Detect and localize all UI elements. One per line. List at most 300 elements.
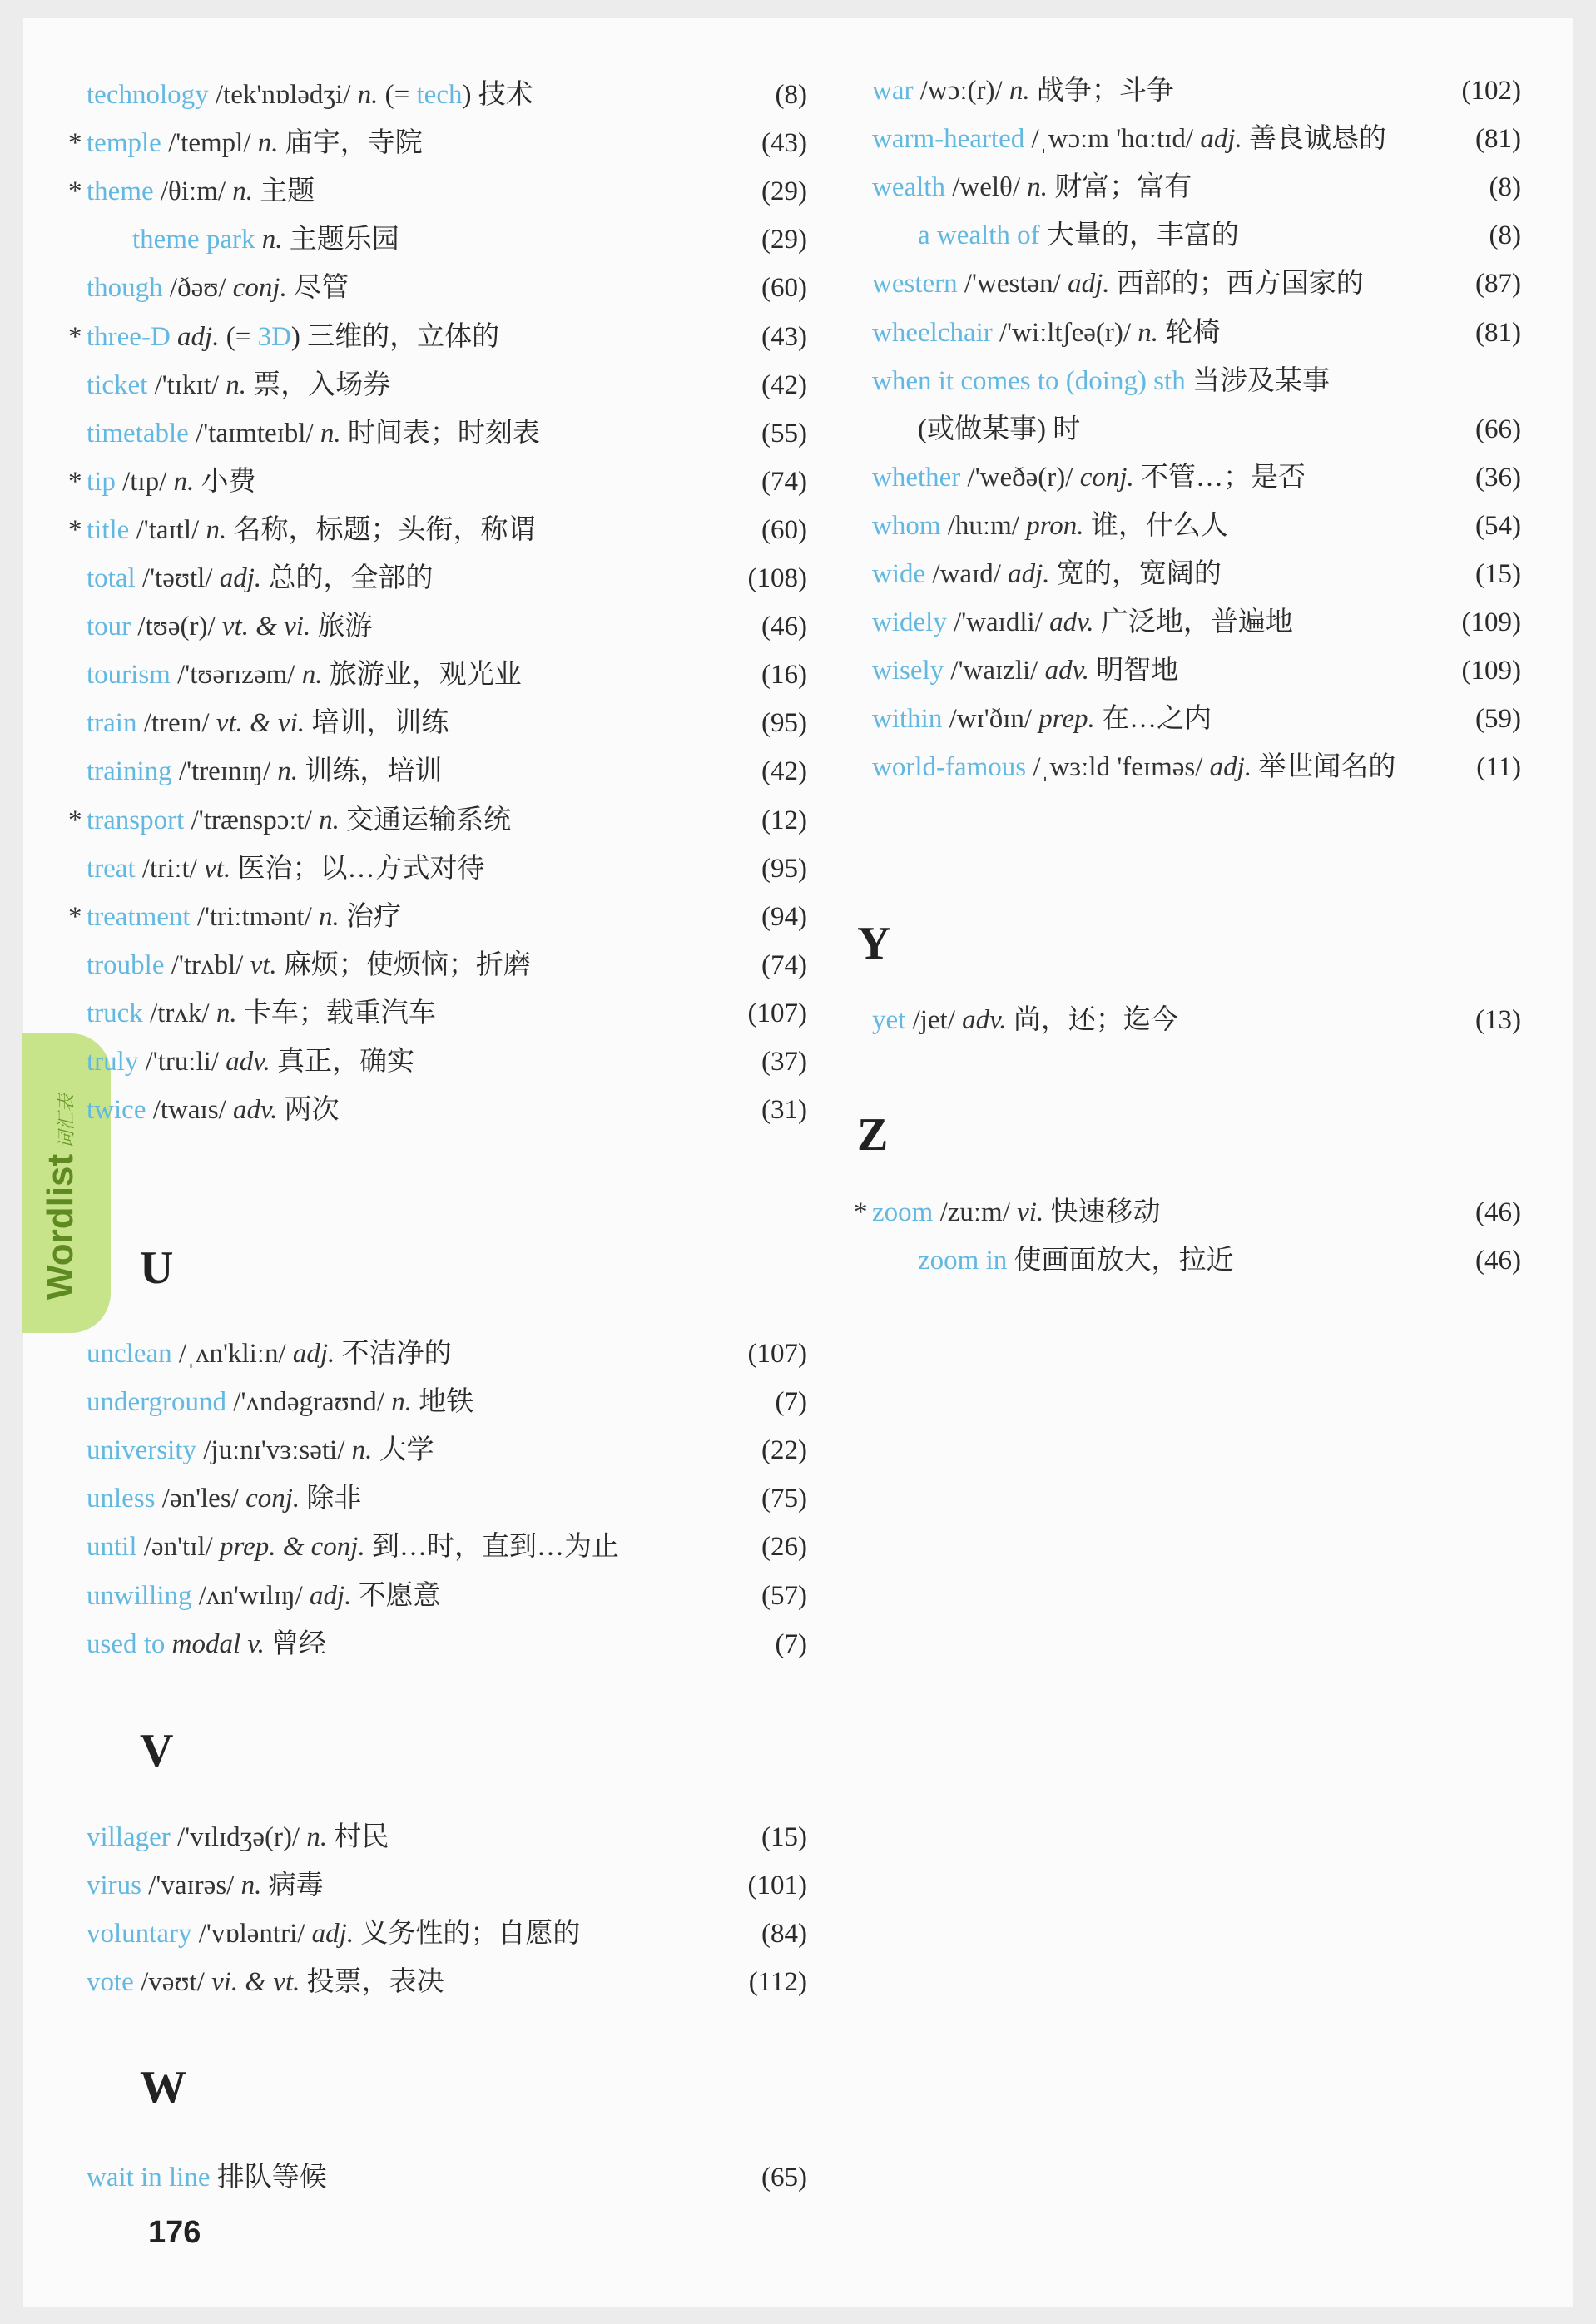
part-of-speech: vi. & vt. [211, 1967, 300, 1998]
headword-alt: 3D [257, 321, 291, 352]
wordlist-entry [87, 1621, 807, 1667]
headword: theme park [132, 225, 255, 255]
headword: transport [87, 805, 185, 835]
phonetic: /triːt/ [135, 853, 205, 884]
definition: 票，入场券 [246, 369, 391, 400]
wordlist-side-tab-label: Wordlist词汇表 [40, 1093, 81, 1300]
definition: 使画面放大，拉近 [1014, 1246, 1234, 1276]
page-reference: (8) [775, 80, 807, 110]
page-reference: (55) [761, 418, 807, 448]
wordlist-entry [87, 603, 807, 650]
phonetic: /trʌk/ [142, 998, 216, 1028]
wordlist-entry [872, 67, 1521, 114]
star-marker: * [68, 901, 82, 932]
page-reference: (87) [1475, 269, 1521, 300]
headword: war [872, 76, 914, 106]
part-of-speech: n. [206, 514, 227, 545]
definition: 西部的；西方国家的 [1109, 269, 1364, 300]
headword: zoom [872, 1197, 934, 1227]
phonetic: /'templ/ [161, 128, 258, 159]
definition: 战争；斗争 [1029, 76, 1174, 106]
section-letter-v: V [140, 1725, 174, 1776]
wordlist-entry [87, 72, 807, 118]
page-reference: (43) [761, 321, 807, 352]
phonetic: /'təʊtl/ [135, 563, 220, 593]
definition: 旅游 [310, 612, 373, 642]
definition: 快速移动 [1043, 1197, 1161, 1227]
wordlist-entry [872, 164, 1521, 211]
page-number: 176 [148, 2215, 201, 2250]
definition: 宽的，宽阔的 [1049, 559, 1222, 589]
page-reference: (16) [761, 660, 807, 691]
phonetic [255, 225, 262, 255]
headword: a wealth of [918, 221, 1040, 251]
part-of-speech: adj. [1200, 124, 1242, 155]
wordlist-entry [918, 212, 1521, 259]
part-of-speech: adj. [219, 563, 262, 593]
definition: 训练，培训 [298, 756, 443, 787]
definition: 在…之内 [1094, 704, 1212, 735]
headword: whether [872, 462, 961, 493]
wordlist-entry [87, 1330, 807, 1377]
part-of-speech: adv. [1044, 656, 1090, 686]
wordlist-entry [87, 1524, 807, 1570]
headword: though [87, 273, 163, 304]
phonetic: /'vɒləntri/ [191, 1919, 312, 1950]
page-reference: (8) [1489, 221, 1521, 251]
headword: treatment [87, 901, 191, 932]
part-of-speech: prep. [1038, 704, 1095, 735]
definition: ) 技术 [462, 80, 533, 110]
page-reference: (74) [761, 949, 807, 980]
phonetic: /treɪn/ [136, 708, 216, 739]
definition: 大学 [372, 1435, 434, 1466]
part-of-speech: adj. [1209, 752, 1252, 783]
phonetic: /huːm/ [940, 510, 1027, 541]
part-of-speech: n. [319, 805, 340, 835]
phonetic: /waɪd/ [925, 559, 1009, 589]
wordlist-entry [87, 1959, 807, 2005]
part-of-speech: n. [277, 756, 299, 787]
headword: warm-hearted [872, 124, 1025, 155]
phonetic: /'westən/ [957, 269, 1068, 300]
star-marker: * [68, 321, 82, 352]
page-reference: (37) [761, 1047, 807, 1077]
phonetic: /twaɪs/ [146, 1095, 233, 1126]
headword: timetable [87, 418, 189, 448]
section-letter-w: W [140, 2062, 186, 2113]
part-of-speech: vi. [1017, 1197, 1044, 1227]
headword: truck [87, 998, 143, 1028]
definition: 小费 [194, 466, 256, 497]
definition: 谁，什么人 [1083, 510, 1228, 541]
wordlist-entry [68, 507, 807, 553]
phonetic: /'taɪmteɪbl/ [188, 418, 320, 448]
wordlist-entry [87, 748, 807, 795]
definition: 治疗 [339, 901, 402, 932]
wordlist-entry [87, 1427, 807, 1474]
phonetic: /juːnɪ'vɜːsəti/ [196, 1435, 352, 1466]
page-reference: (29) [761, 176, 807, 207]
part-of-speech: n. [173, 466, 195, 497]
page-reference: (112) [748, 1967, 807, 1998]
definition: 医治；以…方式对待 [230, 853, 485, 884]
wordlist-entry [872, 997, 1521, 1043]
part-of-speech: conj. [1079, 462, 1134, 493]
part-of-speech: adv. [962, 1005, 1007, 1035]
phonetic: /wɔː(r)/ [913, 76, 1009, 106]
part-of-speech: adv. [226, 1047, 270, 1077]
headword: voluntary [87, 1919, 192, 1950]
part-of-speech: n. [357, 80, 379, 110]
part-of-speech: n. [351, 1435, 373, 1466]
headword: tip [87, 466, 116, 497]
headword: vote [87, 1967, 134, 1998]
star-marker: * [68, 514, 82, 545]
wordlist-entry [918, 406, 1521, 453]
wordlist-entry [87, 1862, 807, 1909]
headword: world-famous [872, 752, 1027, 783]
wordlist-entry [87, 1475, 807, 1522]
headword: tourism [87, 660, 171, 691]
part-of-speech: n. [216, 998, 237, 1028]
definition: 广泛地，普遍地 [1093, 607, 1293, 638]
definition: 庙宇，寺院 [278, 128, 423, 159]
part-of-speech: n. [306, 1822, 328, 1852]
page-reference: (46) [1475, 1197, 1521, 1227]
part-of-speech: n. [232, 176, 254, 207]
page-reference: (107) [747, 1339, 807, 1369]
part-of-speech: vt. [250, 949, 277, 980]
page-reference: (81) [1475, 124, 1521, 155]
definition: 大量的，丰富的 [1046, 221, 1239, 251]
part-of-speech: adj. [309, 1580, 352, 1611]
page-reference: (109) [1461, 607, 1521, 638]
definition: 主题乐园 [282, 225, 399, 255]
phonetic: /'waɪdli/ [946, 607, 1050, 638]
part-of-speech: n. [391, 1387, 412, 1418]
page-reference: (57) [761, 1580, 807, 1611]
page-reference: (54) [1475, 510, 1521, 541]
star-marker: * [854, 1197, 868, 1227]
page-reference: (8) [1489, 172, 1521, 203]
definition: 当涉及某事 [1192, 365, 1330, 396]
definition: 排队等候 [216, 2163, 327, 2193]
page-reference: (15) [1475, 559, 1521, 589]
phonetic: /'taɪtl/ [129, 514, 206, 545]
phonetic: /tʊə(r)/ [131, 612, 222, 642]
definition: 投票，表决 [300, 1967, 444, 1998]
headword: trouble [87, 949, 165, 980]
headword: widely [872, 607, 947, 638]
wordlist-entry [872, 599, 1521, 646]
page-reference: (46) [1475, 1246, 1521, 1276]
definition: 曾经 [264, 1628, 327, 1659]
page-reference: (109) [1461, 656, 1521, 686]
wordlist-entry [68, 120, 807, 166]
page-reference: (15) [761, 1822, 807, 1852]
wordlist-entry [87, 555, 807, 602]
page-reference: (102) [1461, 76, 1521, 106]
headword: used to [87, 1628, 166, 1659]
wordlist-entry [918, 1237, 1521, 1284]
part-of-speech: modal v. [171, 1628, 265, 1659]
part-of-speech: n. [240, 1871, 262, 1901]
phonetic: /ʌn'wɪlɪŋ/ [191, 1580, 310, 1611]
section-letter-y: Y [857, 918, 891, 969]
part-of-speech: vt. [204, 853, 231, 884]
headword: university [87, 1435, 196, 1466]
wordlist-entry [87, 362, 807, 409]
phonetic: /'wiːltʃeə(r)/ [992, 317, 1138, 348]
wordlist-entry [872, 116, 1521, 162]
phonetic: /'weðə(r)/ [960, 462, 1080, 493]
headword: unclean [87, 1339, 172, 1369]
phonetic: /ðəʊ/ [162, 273, 233, 304]
headword: training [87, 756, 172, 787]
page-reference: (107) [747, 998, 807, 1028]
star-marker: * [68, 466, 82, 497]
definition: 明智地 [1089, 656, 1179, 686]
wordlist-entry [87, 1087, 807, 1133]
headword: wait in line [87, 2163, 211, 2193]
definition: 尽管 [286, 273, 349, 304]
part-of-speech: n. [319, 901, 340, 932]
headword: technology [87, 80, 209, 110]
part-of-speech: n. [301, 660, 323, 691]
phonetic: /'truːli/ [138, 1047, 226, 1077]
wordlist-entry [872, 696, 1521, 742]
part-of-speech: conj. [232, 273, 287, 304]
phonetic: /'triːtmənt/ [190, 901, 320, 932]
wordlist-entry [68, 314, 807, 360]
headword: when it comes to (doing) sth [872, 365, 1186, 396]
page-reference: (46) [761, 612, 807, 642]
headword: unwilling [87, 1580, 192, 1611]
definition: (或做某事) 时 [918, 414, 1081, 444]
definition: 卡车；载重汽车 [236, 998, 436, 1028]
page-reference: (81) [1475, 317, 1521, 348]
part-of-speech: n. [1138, 317, 1159, 348]
wordlist-entry [87, 410, 807, 457]
page-reference: (59) [1475, 704, 1521, 735]
definition: 义务性的；自愿的 [354, 1919, 581, 1950]
definition: 尚，还；迄今 [1006, 1005, 1178, 1035]
wordlist-page [23, 18, 1573, 2307]
phonetic [1040, 221, 1047, 250]
wordlist-entry [68, 894, 807, 940]
phonetic: /ən'tɪl/ [136, 1532, 220, 1563]
headword: underground [87, 1387, 227, 1418]
definition: 财富；富有 [1048, 172, 1192, 203]
definition: 两次 [277, 1095, 340, 1126]
page-reference: (101) [747, 1871, 807, 1901]
wordlist-entry [87, 1038, 807, 1085]
phonetic: /'waɪzli/ [944, 656, 1045, 686]
wordlist-entry [87, 1573, 807, 1619]
phonetic: /tek'nɒlədʒi/ [208, 80, 358, 110]
headword: virus [87, 1871, 141, 1901]
definition: 不愿意 [351, 1580, 441, 1611]
headword: ticket [87, 369, 148, 400]
definition: 培训，训练 [305, 708, 449, 739]
part-of-speech: n. [226, 369, 247, 400]
definition: 时间表；时刻表 [340, 418, 540, 448]
wordlist-entry [87, 265, 807, 311]
phonetic: /'tʊərɪzəm/ [170, 660, 302, 691]
headword: total [87, 563, 136, 593]
headword: treat [87, 853, 136, 884]
definition: 主题 [253, 176, 315, 207]
page-reference: (65) [761, 2163, 807, 2193]
page-reference: (11) [1476, 752, 1521, 783]
wordlist-entry [872, 260, 1521, 307]
part-of-speech: adj. [1008, 559, 1050, 589]
page-reference: (12) [761, 805, 807, 835]
page-reference: (31) [761, 1095, 807, 1126]
wordlist-entry [87, 652, 807, 698]
part-of-speech: vt. & vi. [216, 708, 305, 739]
headword: train [87, 708, 137, 739]
part-of-speech: adj. [1068, 269, 1110, 300]
definition: 地铁 [411, 1387, 474, 1418]
page-reference: (60) [761, 273, 807, 304]
part-of-speech: n. [261, 225, 283, 255]
phonetic: /'treɪnɪŋ/ [171, 756, 278, 787]
star-marker: * [68, 805, 82, 835]
headword: wisely [872, 656, 944, 686]
definition: (= [219, 321, 258, 352]
phonetic: /'tɪkɪt/ [147, 369, 226, 400]
phonetic: /vəʊt/ [133, 1967, 212, 1998]
part-of-speech: conj. [245, 1484, 300, 1514]
wordlist-entry [872, 454, 1521, 501]
phonetic [165, 1629, 171, 1659]
headword: three-D [87, 321, 171, 352]
part-of-speech: n. [1027, 172, 1048, 203]
definition: 善良诚恳的 [1242, 124, 1387, 155]
headword: western [872, 269, 958, 300]
headword: wealth [872, 172, 945, 203]
headword: villager [87, 1822, 171, 1852]
part-of-speech: n. [320, 418, 341, 448]
wordlist-entry [87, 1910, 807, 1957]
page-reference: (22) [761, 1435, 807, 1466]
phonetic: /'trænspɔːt/ [184, 805, 320, 835]
wordlist-entry [87, 942, 807, 989]
phonetic: /welθ/ [944, 172, 1028, 203]
wordlist-entry [87, 845, 807, 892]
definition: 举世闻名的 [1252, 752, 1396, 783]
page-reference: (95) [761, 708, 807, 739]
headword: theme [87, 176, 154, 207]
page-reference: (108) [747, 563, 807, 593]
wordlist-entry [87, 1814, 807, 1861]
page-reference: (7) [775, 1387, 807, 1418]
phonetic: /'ʌndəgraʊnd/ [226, 1387, 392, 1418]
star-marker: * [68, 176, 82, 207]
wordlist-entry [872, 551, 1521, 597]
section-letter-u: U [140, 1242, 174, 1294]
phonetic: /tɪp/ [115, 466, 174, 497]
definition: 除非 [300, 1484, 362, 1514]
page-reference: (43) [761, 128, 807, 159]
headword-alt: tech [416, 80, 463, 110]
headword: tour [87, 612, 131, 642]
definition: 交通运输系统 [339, 805, 512, 835]
page-reference: (42) [761, 756, 807, 787]
wordlist-entry [68, 168, 807, 215]
wordlist-entry [854, 1189, 1521, 1236]
definition: 真正，确实 [270, 1047, 414, 1077]
wordlist-entry [87, 990, 807, 1037]
definition: (= [378, 80, 417, 110]
headword: zoom in [918, 1246, 1008, 1276]
star-marker: * [68, 128, 82, 159]
phonetic: /jet/ [905, 1005, 963, 1035]
part-of-speech: prep. & conj. [219, 1532, 365, 1563]
page-reference: (74) [761, 466, 807, 497]
wordlist-entry [872, 647, 1521, 694]
headword: title [87, 514, 130, 545]
part-of-speech: pron. [1026, 510, 1084, 541]
part-of-speech: n. [257, 128, 279, 159]
page-reference: (66) [1475, 414, 1521, 444]
page-reference: (29) [761, 225, 807, 255]
page-reference: (94) [761, 901, 807, 932]
section-letter-z: Z [857, 1109, 889, 1161]
page-reference: (75) [761, 1484, 807, 1514]
wordlist-entry [87, 1379, 807, 1425]
page-reference: (60) [761, 514, 807, 545]
headword: truly [87, 1047, 139, 1077]
phonetic: /ˌwɔːm 'hɑːtɪd/ [1024, 124, 1201, 155]
page-reference: (7) [775, 1628, 807, 1659]
page-reference: (84) [761, 1919, 807, 1950]
wordlist-entry [132, 216, 807, 263]
definition: 麻烦；使烦恼；折磨 [276, 949, 531, 980]
phonetic: /'vaɪrəs/ [141, 1871, 241, 1901]
wordlist-entry [872, 358, 1521, 404]
definition: 轮椅 [1158, 317, 1221, 348]
phonetic [1186, 366, 1192, 396]
phonetic: /zuːm/ [933, 1197, 1018, 1227]
page-reference: (26) [761, 1532, 807, 1563]
wordlist-entry [87, 2154, 807, 2201]
definition: 到…时，直到…为止 [364, 1532, 619, 1563]
headword: within [872, 704, 943, 735]
page-reference: (13) [1475, 1005, 1521, 1035]
wordlist-entry [872, 744, 1521, 790]
headword: whom [872, 510, 941, 541]
definition: ) 三维的，立体的 [290, 321, 500, 352]
part-of-speech: n. [1009, 76, 1030, 106]
wordlist-entry [872, 503, 1521, 549]
definition: 病毒 [261, 1871, 324, 1901]
definition: 名称，标题；头衔，称谓 [226, 514, 536, 545]
headword: wheelchair [872, 317, 993, 348]
headword: until [87, 1532, 137, 1563]
wordlist-entry [872, 310, 1521, 356]
wordlist-entry [68, 797, 807, 844]
part-of-speech: adj. [311, 1919, 354, 1950]
phonetic: /ən'les/ [155, 1484, 246, 1514]
phonetic: /ˌwɜːld 'feɪməs/ [1026, 752, 1210, 783]
phonetic: /ˌʌn'kliːn/ [171, 1339, 293, 1369]
headword: temple [87, 128, 161, 159]
definition: 村民 [327, 1822, 389, 1852]
part-of-speech: adj. [292, 1339, 335, 1369]
